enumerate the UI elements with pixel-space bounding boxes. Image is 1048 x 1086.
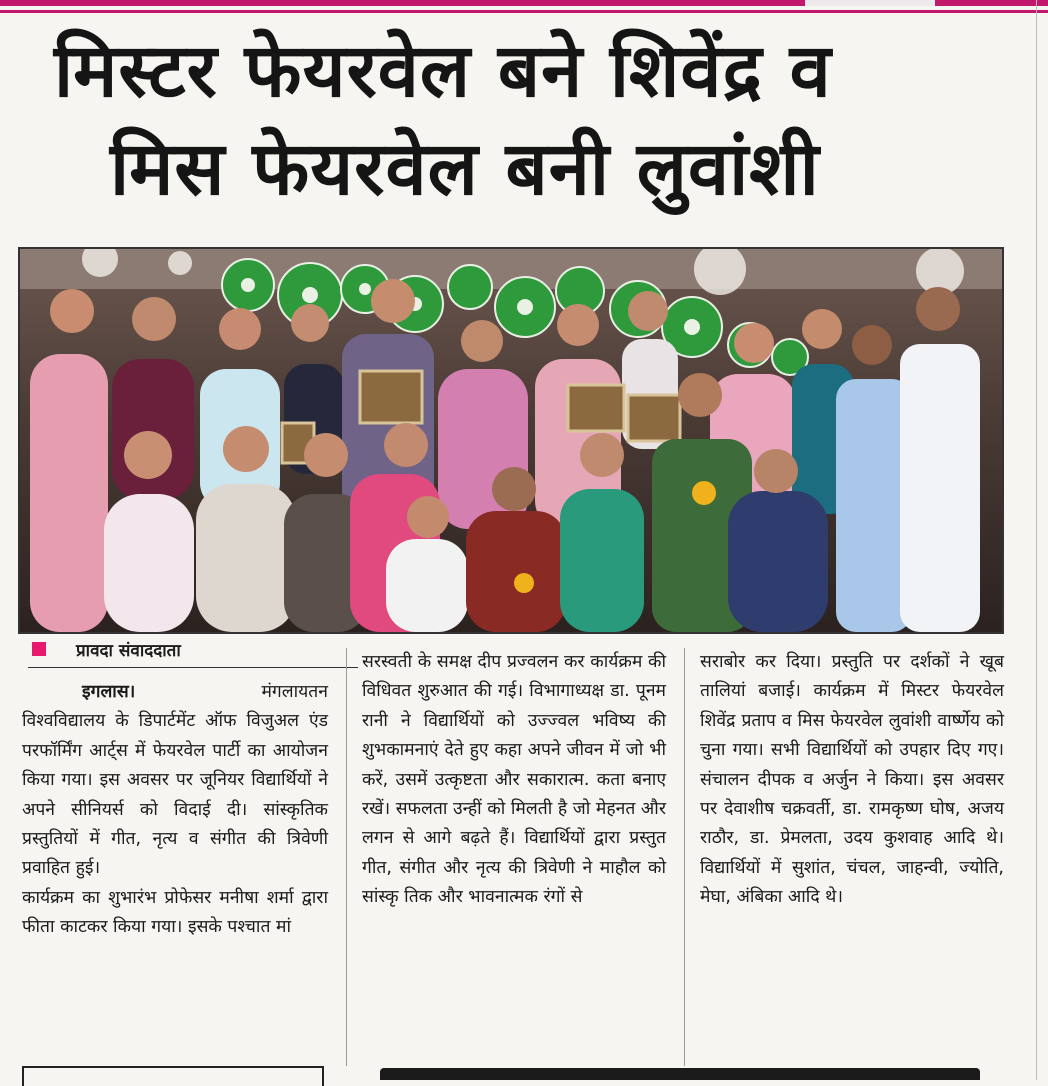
dateline: इगलास। <box>82 682 136 702</box>
article-paragraph-2: कार्यक्रम का शुभारंभ प्रोफेसर मनीषा शर्मा द्वारा फीता काटकर किया गया। इसके पश्चात मां <box>22 887 328 938</box>
column-rule-2 <box>684 648 685 1066</box>
top-rule-thin <box>0 10 1048 13</box>
adjacent-column-strip <box>1012 0 1048 1080</box>
top-rule-gap <box>805 0 935 6</box>
bottom-box-edge <box>22 1066 324 1086</box>
byline-bullet <box>32 642 46 656</box>
article-column-2-text: सरस्वती के समक्ष दीप प्रज्वलन कर कार्यक्रम की विधिवत शुरुआत की गई। विभागाध्यक्ष डा. पूनम रानी ने विद्यार्थियों को उज्ज्वल भविष्य की शुभकामनाएं देते हुए कहा अपने जीवन में जो भी करें, उसमें उत्कृष्टता और सकारात्म. कता बनाए रखें। सफलता उन्हीं को मिलती है जो मेहनत और लगन से आगे बढ़ते हैं। विद्यार्थियों द्वारा प्रस्तुत गीत, संगीत और नृत्य की त्रिवेणी ने माहौल को सांस्कृ तिक और भावनात्मक रंगों से <box>362 652 666 908</box>
group-photo-illustration <box>20 249 1002 632</box>
news-photo <box>18 247 1004 634</box>
article-column-2 <box>362 648 666 913</box>
article-paragraph-1 <box>22 678 328 884</box>
adjacent-column-rule <box>1036 0 1037 1080</box>
byline <box>28 638 358 668</box>
paragraph-1-text: मंगलायतन विश्वविद्यालय के डिपार्टमेंट ऑफ विजुअल एंड परफॉर्मिंग आर्ट्स में फेयरवेल पार्टी का आयोजन किया गया। इस अवसर पर जूनियर विद्यार्थियों ने अपने सीनियर्स को विदाई दी। सांस्कृतिक प्रस्तुतियों में गीत, नृत्य व संगीत की त्रिवेणी प्रवाहित हुई। <box>22 682 328 879</box>
article-column-3-text: सराबोर कर दिया। प्रस्तुति पर दर्शकों ने खूब तालियां बजाई। कार्यक्रम में मिस्टर फेयरवेल शिवेंद्र प्रताप व मिस फेयरवेल लुवांशी वार्ष्णेय को चुना गया। सभी विद्यार्थियों को उपहार दिए गए। संचालन दीपक व अर्जुन ने किया। इस अवसर पर देवाशीष चक्रवर्ती, डा. रामकृष्ण घोष, अजय राठौर, डा. प्रेमलता, उदय कुशवाह आदि थे। विद्यार्थियों में सुशांत, चंचल, जाहन्वी, ज्योति, मेघा, अंबिका आदि थे। <box>700 652 1004 908</box>
article-column-1 <box>22 678 328 943</box>
headline-line-1: मिस्टर फेयरवेल बने शिवेंद्र व <box>54 28 832 114</box>
next-article-headline-cut <box>380 1062 980 1080</box>
article-column-3 <box>700 648 1004 913</box>
headline <box>20 22 1010 218</box>
byline-text: प्रावदा संवाददाता <box>76 641 181 661</box>
column-rule-1 <box>346 648 347 1066</box>
headline-line-2: मिस फेयरवेल बनी लुवांशी <box>110 126 820 212</box>
